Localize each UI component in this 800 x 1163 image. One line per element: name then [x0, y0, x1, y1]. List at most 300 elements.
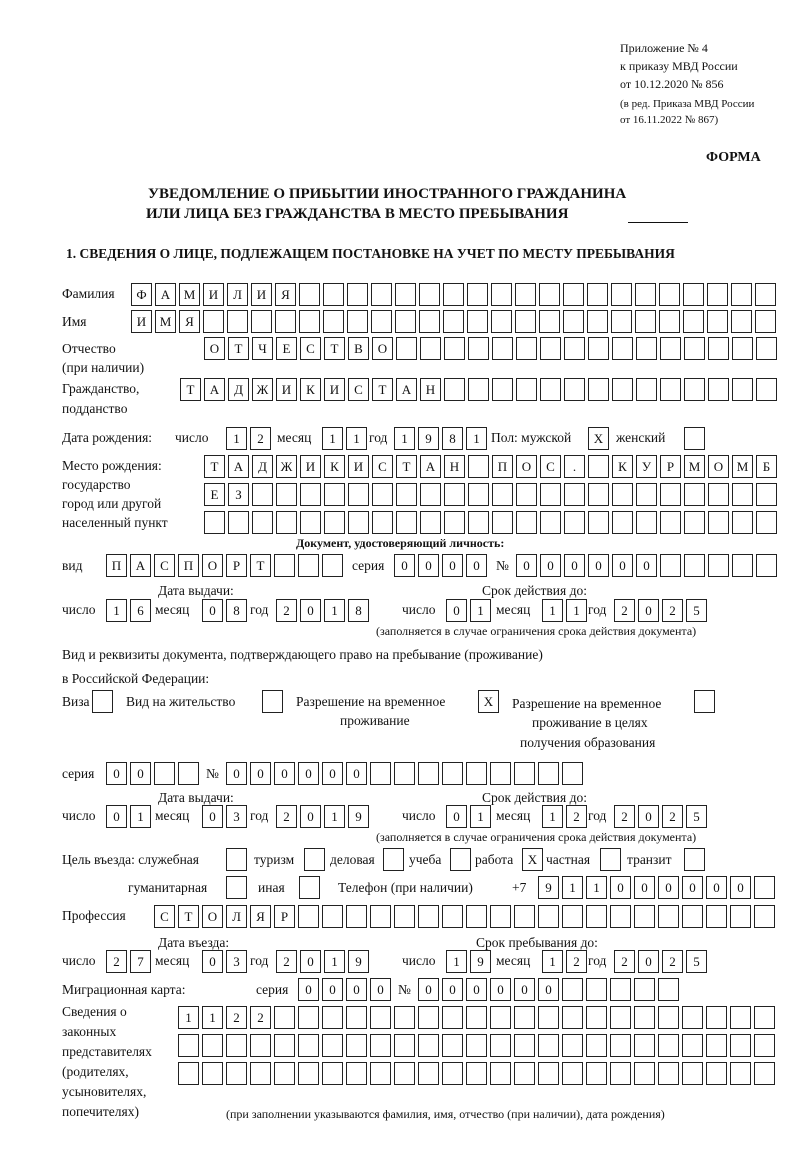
char-box[interactable]: [706, 1034, 727, 1057]
char-box[interactable]: Р: [274, 905, 295, 928]
char-box[interactable]: [732, 554, 753, 577]
char-box[interactable]: [755, 283, 776, 306]
check-box[interactable]: X: [588, 427, 609, 450]
char-box[interactable]: [588, 455, 609, 478]
char-box[interactable]: 2: [250, 427, 271, 450]
char-box[interactable]: [252, 483, 273, 506]
char-box[interactable]: [612, 378, 633, 401]
char-box[interactable]: Т: [372, 378, 393, 401]
char-box[interactable]: [394, 1034, 415, 1057]
char-box[interactable]: [660, 511, 681, 534]
char-box[interactable]: 0: [202, 599, 223, 622]
char-box[interactable]: [300, 511, 321, 534]
char-box[interactable]: 2: [226, 1006, 247, 1029]
char-box[interactable]: М: [732, 455, 753, 478]
char-box[interactable]: [540, 337, 561, 360]
char-box[interactable]: [682, 905, 703, 928]
char-box[interactable]: [708, 337, 729, 360]
char-box[interactable]: [684, 511, 705, 534]
char-box[interactable]: П: [178, 554, 199, 577]
char-box[interactable]: [178, 1062, 199, 1085]
char-box[interactable]: [564, 337, 585, 360]
char-box[interactable]: [396, 511, 417, 534]
char-box[interactable]: 0: [298, 978, 319, 1001]
char-box[interactable]: [658, 978, 679, 1001]
char-box[interactable]: Т: [396, 455, 417, 478]
char-box[interactable]: [370, 762, 391, 785]
char-box[interactable]: [419, 310, 440, 333]
char-box[interactable]: [322, 554, 343, 577]
char-box[interactable]: [539, 310, 560, 333]
char-box[interactable]: [756, 511, 777, 534]
char-box[interactable]: [347, 283, 368, 306]
char-box[interactable]: 0: [250, 762, 271, 785]
char-box[interactable]: 2: [250, 1006, 271, 1029]
char-box[interactable]: [204, 511, 225, 534]
char-box[interactable]: [370, 1034, 391, 1057]
char-box[interactable]: 0: [370, 978, 391, 1001]
char-box[interactable]: Т: [180, 378, 201, 401]
char-box[interactable]: [610, 1062, 631, 1085]
check-box[interactable]: [262, 690, 283, 713]
char-box[interactable]: [371, 283, 392, 306]
char-box[interactable]: 5: [686, 950, 707, 973]
char-box[interactable]: [634, 1062, 655, 1085]
char-box[interactable]: 1: [324, 950, 345, 973]
char-box[interactable]: [682, 1062, 703, 1085]
char-box[interactable]: [586, 905, 607, 928]
char-box[interactable]: [444, 378, 465, 401]
char-box[interactable]: 8: [348, 599, 369, 622]
char-box[interactable]: [370, 905, 391, 928]
char-box[interactable]: [323, 283, 344, 306]
char-box[interactable]: [756, 378, 777, 401]
char-box[interactable]: Т: [324, 337, 345, 360]
char-box[interactable]: [706, 905, 727, 928]
char-box[interactable]: 0: [658, 876, 679, 899]
char-box[interactable]: [634, 1034, 655, 1057]
char-box[interactable]: [658, 1006, 679, 1029]
char-box[interactable]: 1: [130, 805, 151, 828]
char-box[interactable]: 1: [470, 599, 491, 622]
char-box[interactable]: [395, 283, 416, 306]
char-box[interactable]: [396, 337, 417, 360]
char-box[interactable]: 3: [226, 950, 247, 973]
char-box[interactable]: Т: [250, 554, 271, 577]
char-box[interactable]: [562, 978, 583, 1001]
check-box[interactable]: [684, 848, 705, 871]
char-box[interactable]: [468, 455, 489, 478]
char-box[interactable]: [348, 511, 369, 534]
check-box[interactable]: [383, 848, 404, 871]
char-box[interactable]: [516, 511, 537, 534]
char-box[interactable]: И: [251, 283, 272, 306]
char-box[interactable]: 0: [130, 762, 151, 785]
char-box[interactable]: [418, 762, 439, 785]
char-box[interactable]: [444, 337, 465, 360]
char-box[interactable]: [586, 1062, 607, 1085]
char-box[interactable]: 0: [322, 762, 343, 785]
char-box[interactable]: [443, 310, 464, 333]
char-box[interactable]: 1: [586, 876, 607, 899]
char-box[interactable]: [491, 283, 512, 306]
char-box[interactable]: [468, 337, 489, 360]
char-box[interactable]: [347, 310, 368, 333]
char-box[interactable]: Т: [178, 905, 199, 928]
char-box[interactable]: [636, 483, 657, 506]
char-box[interactable]: [587, 310, 608, 333]
char-box[interactable]: [658, 1034, 679, 1057]
char-box[interactable]: 5: [686, 805, 707, 828]
char-box[interactable]: Ж: [276, 455, 297, 478]
char-box[interactable]: 9: [538, 876, 559, 899]
char-box[interactable]: [586, 1034, 607, 1057]
char-box[interactable]: 0: [202, 950, 223, 973]
check-box[interactable]: [226, 876, 247, 899]
char-box[interactable]: [684, 483, 705, 506]
check-box[interactable]: [450, 848, 471, 871]
char-box[interactable]: [564, 483, 585, 506]
char-box[interactable]: [660, 337, 681, 360]
char-box[interactable]: Ф: [131, 283, 152, 306]
char-box[interactable]: [226, 1034, 247, 1057]
char-box[interactable]: [634, 905, 655, 928]
char-box[interactable]: [490, 1006, 511, 1029]
char-box[interactable]: [658, 1062, 679, 1085]
char-box[interactable]: 5: [686, 599, 707, 622]
char-box[interactable]: Т: [204, 455, 225, 478]
char-box[interactable]: [442, 1062, 463, 1085]
char-box[interactable]: 1: [178, 1006, 199, 1029]
char-box[interactable]: Ч: [252, 337, 273, 360]
char-box[interactable]: [346, 1034, 367, 1057]
char-box[interactable]: 2: [276, 805, 297, 828]
char-box[interactable]: 2: [566, 950, 587, 973]
char-box[interactable]: [419, 283, 440, 306]
char-box[interactable]: [754, 1034, 775, 1057]
char-box[interactable]: [660, 378, 681, 401]
char-box[interactable]: [468, 378, 489, 401]
char-box[interactable]: 3: [226, 805, 247, 828]
char-box[interactable]: 0: [346, 978, 367, 1001]
char-box[interactable]: Я: [275, 283, 296, 306]
char-box[interactable]: О: [202, 905, 223, 928]
char-box[interactable]: [442, 762, 463, 785]
char-box[interactable]: [466, 1062, 487, 1085]
char-box[interactable]: 0: [564, 554, 585, 577]
char-box[interactable]: 2: [614, 950, 635, 973]
char-box[interactable]: [492, 378, 513, 401]
char-box[interactable]: [684, 554, 705, 577]
char-box[interactable]: 0: [418, 554, 439, 577]
char-box[interactable]: 0: [634, 876, 655, 899]
char-box[interactable]: [298, 1062, 319, 1085]
char-box[interactable]: 2: [614, 805, 635, 828]
char-box[interactable]: 0: [466, 978, 487, 1001]
check-box[interactable]: X: [522, 848, 543, 871]
char-box[interactable]: Д: [228, 378, 249, 401]
char-box[interactable]: [562, 1062, 583, 1085]
char-box[interactable]: [682, 1006, 703, 1029]
char-box[interactable]: [324, 511, 345, 534]
char-box[interactable]: С: [540, 455, 561, 478]
char-box[interactable]: [202, 1062, 223, 1085]
char-box[interactable]: [443, 283, 464, 306]
char-box[interactable]: 0: [446, 805, 467, 828]
char-box[interactable]: П: [106, 554, 127, 577]
char-box[interactable]: [754, 876, 775, 899]
char-box[interactable]: [274, 1062, 295, 1085]
char-box[interactable]: [492, 337, 513, 360]
char-box[interactable]: [730, 1062, 751, 1085]
char-box[interactable]: 0: [442, 554, 463, 577]
char-box[interactable]: [322, 1062, 343, 1085]
char-box[interactable]: 0: [638, 599, 659, 622]
char-box[interactable]: [442, 905, 463, 928]
char-box[interactable]: В: [348, 337, 369, 360]
char-box[interactable]: [588, 378, 609, 401]
char-box[interactable]: Т: [228, 337, 249, 360]
char-box[interactable]: [563, 283, 584, 306]
char-box[interactable]: [370, 1006, 391, 1029]
char-box[interactable]: [756, 483, 777, 506]
char-box[interactable]: [420, 511, 441, 534]
char-box[interactable]: А: [155, 283, 176, 306]
char-box[interactable]: 1: [202, 1006, 223, 1029]
char-box[interactable]: А: [228, 455, 249, 478]
char-box[interactable]: [682, 1034, 703, 1057]
char-box[interactable]: [684, 378, 705, 401]
char-box[interactable]: Е: [276, 337, 297, 360]
char-box[interactable]: [754, 1006, 775, 1029]
char-box[interactable]: 1: [322, 427, 343, 450]
char-box[interactable]: [468, 511, 489, 534]
char-box[interactable]: 0: [442, 978, 463, 1001]
char-box[interactable]: [514, 1062, 535, 1085]
check-box[interactable]: [694, 690, 715, 713]
char-box[interactable]: 2: [566, 805, 587, 828]
char-box[interactable]: 8: [226, 599, 247, 622]
char-box[interactable]: [444, 483, 465, 506]
char-box[interactable]: [610, 905, 631, 928]
char-box[interactable]: [588, 337, 609, 360]
char-box[interactable]: 0: [636, 554, 657, 577]
char-box[interactable]: 0: [322, 978, 343, 1001]
char-box[interactable]: [444, 511, 465, 534]
char-box[interactable]: [636, 511, 657, 534]
char-box[interactable]: [371, 310, 392, 333]
char-box[interactable]: [492, 511, 513, 534]
char-box[interactable]: [492, 483, 513, 506]
char-box[interactable]: [634, 1006, 655, 1029]
char-box[interactable]: [276, 511, 297, 534]
char-box[interactable]: 0: [346, 762, 367, 785]
char-box[interactable]: И: [348, 455, 369, 478]
char-box[interactable]: [732, 337, 753, 360]
char-box[interactable]: [418, 905, 439, 928]
char-box[interactable]: [154, 762, 175, 785]
char-box[interactable]: [635, 283, 656, 306]
char-box[interactable]: [299, 283, 320, 306]
char-box[interactable]: 2: [276, 950, 297, 973]
char-box[interactable]: [658, 905, 679, 928]
char-box[interactable]: 0: [490, 978, 511, 1001]
char-box[interactable]: [322, 1034, 343, 1057]
char-box[interactable]: А: [420, 455, 441, 478]
char-box[interactable]: [611, 283, 632, 306]
char-box[interactable]: 8: [442, 427, 463, 450]
char-box[interactable]: О: [202, 554, 223, 577]
char-box[interactable]: [252, 511, 273, 534]
char-box[interactable]: 0: [514, 978, 535, 1001]
char-box[interactable]: [516, 483, 537, 506]
char-box[interactable]: [611, 310, 632, 333]
char-box[interactable]: 2: [662, 599, 683, 622]
char-box[interactable]: [491, 310, 512, 333]
char-box[interactable]: [562, 1034, 583, 1057]
char-box[interactable]: [348, 483, 369, 506]
char-box[interactable]: 0: [298, 762, 319, 785]
char-box[interactable]: 9: [348, 805, 369, 828]
char-box[interactable]: [612, 337, 633, 360]
char-box[interactable]: [514, 762, 535, 785]
char-box[interactable]: [346, 1062, 367, 1085]
char-box[interactable]: 0: [274, 762, 295, 785]
char-box[interactable]: [514, 1006, 535, 1029]
char-box[interactable]: 2: [662, 805, 683, 828]
char-box[interactable]: Ж: [252, 378, 273, 401]
char-box[interactable]: Е: [204, 483, 225, 506]
char-box[interactable]: А: [396, 378, 417, 401]
char-box[interactable]: 2: [276, 599, 297, 622]
char-box[interactable]: 1: [394, 427, 415, 450]
char-box[interactable]: .: [564, 455, 585, 478]
char-box[interactable]: [467, 283, 488, 306]
char-box[interactable]: [610, 978, 631, 1001]
char-box[interactable]: [516, 337, 537, 360]
char-box[interactable]: С: [300, 337, 321, 360]
char-box[interactable]: 7: [130, 950, 151, 973]
char-box[interactable]: А: [130, 554, 151, 577]
char-box[interactable]: [539, 283, 560, 306]
char-box[interactable]: [538, 905, 559, 928]
char-box[interactable]: И: [131, 310, 152, 333]
char-box[interactable]: [707, 310, 728, 333]
char-box[interactable]: [298, 1006, 319, 1029]
char-box[interactable]: С: [372, 455, 393, 478]
char-box[interactable]: [178, 762, 199, 785]
char-box[interactable]: [324, 483, 345, 506]
char-box[interactable]: [372, 483, 393, 506]
char-box[interactable]: [372, 511, 393, 534]
char-box[interactable]: [564, 378, 585, 401]
char-box[interactable]: [490, 762, 511, 785]
char-box[interactable]: Я: [250, 905, 271, 928]
char-box[interactable]: [732, 511, 753, 534]
char-box[interactable]: [466, 905, 487, 928]
char-box[interactable]: [587, 283, 608, 306]
char-box[interactable]: 6: [130, 599, 151, 622]
char-box[interactable]: [300, 483, 321, 506]
char-box[interactable]: [731, 310, 752, 333]
char-box[interactable]: 0: [538, 978, 559, 1001]
char-box[interactable]: [540, 483, 561, 506]
char-box[interactable]: 1: [324, 599, 345, 622]
char-box[interactable]: [514, 905, 535, 928]
char-box[interactable]: О: [204, 337, 225, 360]
char-box[interactable]: [394, 1006, 415, 1029]
char-box[interactable]: [586, 1006, 607, 1029]
char-box[interactable]: 1: [566, 599, 587, 622]
char-box[interactable]: Р: [226, 554, 247, 577]
char-box[interactable]: [418, 1006, 439, 1029]
check-box[interactable]: [304, 848, 325, 871]
char-box[interactable]: [394, 1062, 415, 1085]
char-box[interactable]: [250, 1062, 271, 1085]
char-box[interactable]: [538, 1006, 559, 1029]
char-box[interactable]: [274, 1034, 295, 1057]
char-box[interactable]: [588, 511, 609, 534]
char-box[interactable]: 0: [106, 805, 127, 828]
char-box[interactable]: С: [348, 378, 369, 401]
check-box[interactable]: [226, 848, 247, 871]
char-box[interactable]: М: [179, 283, 200, 306]
char-box[interactable]: [298, 905, 319, 928]
char-box[interactable]: 0: [226, 762, 247, 785]
char-box[interactable]: [467, 310, 488, 333]
char-box[interactable]: [730, 905, 751, 928]
char-box[interactable]: [178, 1034, 199, 1057]
char-box[interactable]: [323, 310, 344, 333]
char-box[interactable]: [540, 511, 561, 534]
char-box[interactable]: [708, 511, 729, 534]
char-box[interactable]: 9: [418, 427, 439, 450]
char-box[interactable]: Л: [227, 283, 248, 306]
char-box[interactable]: 0: [394, 554, 415, 577]
char-box[interactable]: [395, 310, 416, 333]
char-box[interactable]: [660, 554, 681, 577]
char-box[interactable]: 2: [662, 950, 683, 973]
char-box[interactable]: Я: [179, 310, 200, 333]
char-box[interactable]: [756, 554, 777, 577]
char-box[interactable]: [684, 337, 705, 360]
char-box[interactable]: 0: [106, 762, 127, 785]
char-box[interactable]: [635, 310, 656, 333]
char-box[interactable]: К: [300, 378, 321, 401]
char-box[interactable]: [250, 1034, 271, 1057]
char-box[interactable]: [538, 1062, 559, 1085]
char-box[interactable]: [683, 310, 704, 333]
char-box[interactable]: 1: [542, 950, 563, 973]
char-box[interactable]: А: [204, 378, 225, 401]
char-box[interactable]: 0: [540, 554, 561, 577]
char-box[interactable]: [226, 1062, 247, 1085]
char-box[interactable]: 1: [226, 427, 247, 450]
char-box[interactable]: 9: [348, 950, 369, 973]
check-box[interactable]: [684, 427, 705, 450]
char-box[interactable]: К: [324, 455, 345, 478]
char-box[interactable]: [516, 378, 537, 401]
char-box[interactable]: О: [516, 455, 537, 478]
char-box[interactable]: [442, 1034, 463, 1057]
char-box[interactable]: 0: [610, 876, 631, 899]
char-box[interactable]: [346, 1006, 367, 1029]
char-box[interactable]: [754, 905, 775, 928]
char-box[interactable]: П: [492, 455, 513, 478]
char-box[interactable]: [396, 483, 417, 506]
char-box[interactable]: [683, 283, 704, 306]
char-box[interactable]: [228, 511, 249, 534]
